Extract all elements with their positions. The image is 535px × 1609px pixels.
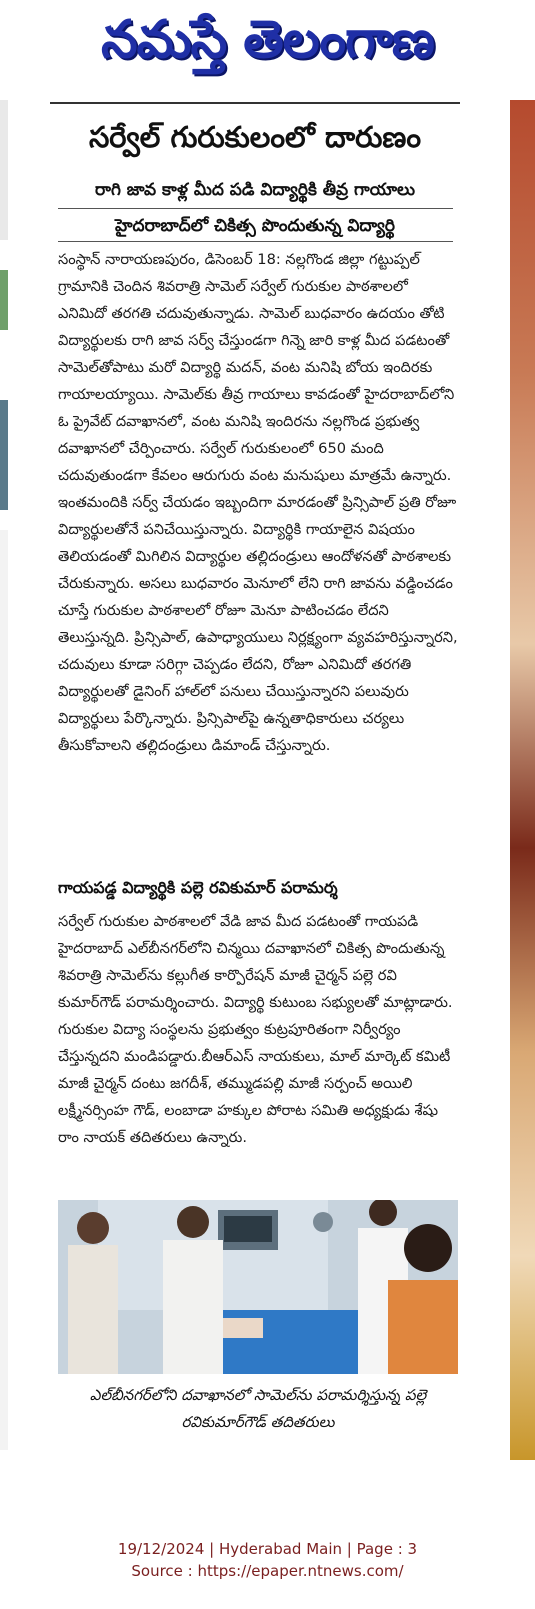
- article-headline: సర్వేల్ గురుకులంలో దారుణం: [88, 120, 422, 154]
- paragraph-1: సంస్థాన్ నారాయణపురం, డిసెంబర్ 18: నల్లగొండ జిల్లా గట్టుప్పల్ గ్రామానికి చెందిన శివరాత్రి సామెల్ సర్వేల్ గురుకుల పాఠశాలలో ఎనిమిదో తరగతి చదువుతున్నాడు. సామెల్ బుధవారం ఉదయం తోటి విద్యార్థులకు రాగి జావ సర్వ్ చేస్తుండగా గిన్నె జారి కాళ్ల మీద పడటంతో సామెల్‌తోపాటు మరో విద్యార్థి మదన్, వంట మనిషి బోయ ఇందిరకు గాయాలయ్యాయి. సామెల్‌కు తీవ్ర గాయాలు కావడంతో హైదరాబాద్‌లోని ఓ ప్రైవేట్ దవాఖానలో, వంట మనిషి ఇందిరను నల్లగొండ ప్రభుత్వ దవాఖానలో చేర్పించారు. సర్వేల్ గురుకులంలో 650 మంది చదువుతుండగా కేవలం ఆరుగురు వంట మనుషులు మాత్రమే ఉన్నారు. ఇంతమందికి సర్వ్ చేయడం ఇబ్బందిగా మారడంతో ప్రిన్సిపాల్ ప్రతి రోజూ విద్యార్థులతోనే పనిచేయిస్తున్నారు. విద్యార్థికి గాయాలైన విషయం తెలియడంతో మిగిలిన విద్యార్థుల తల్లిదండ్రులు ఆందోళనతో పాఠశాలకు చేరుకున్నారు. అసలు బుధవారం మెనూలో లేని రాగి జావను వడ్డించడం చూస్తే గురుకుల పాఠశాలలో రోజూ మెనూ పాటించడం లేదని తెలుస్తున్నది. ప్రిన్సిపాల్, ఉపాధ్యాయులు నిర్లక్ష్యంగా వ్యవహరిస్తున్నారని, చదువులు కూడా సరిగ్గా చెప్పడం లేదని, రోజూ ఎనిమిదో తరగతి విద్యార్థులతో డైనింగ్ హాల్‌లో పనులు చేయిస్తున్నారని పలువురు విద్యార్థులు పేర్కొన్నారు. ప్రిన్సిపాల్‌పై ఉన్నతాధికారులు చర్యలు తీసుకోవాలని తల్లిదండ్రులు డిమాండ్ చేస్తున్నారు.: [58, 251, 458, 754]
- footer-source: Source : https://epaper.ntnews.com/: [131, 1562, 404, 1580]
- article-body-1: [58, 246, 458, 866]
- top-rule: [50, 102, 460, 104]
- hospital-visit-photo: [58, 1200, 458, 1374]
- article-subhead-2: హైదరాబాద్‌లో చికిత్స పొందుతున్న విద్యార్థి: [115, 216, 395, 236]
- footer-date-edition: 19/12/2024 | Hyderabad Main | Page : 3: [117, 1540, 418, 1558]
- section-2-heading: గాయపడ్డ విద్యార్థికి పల్లె రవికుమార్ పరామర్శ: [58, 878, 338, 897]
- paragraph-2: సర్వేల్ గురుకుల పాఠశాలలో వేడి జావ మీద పడటంతో గాయపడి హైదరాబాద్ ఎల్‌బీనగర్‌లోని చిన్మయి దవాఖానలో చికిత్స పొందుతున్న శివరాత్రి సామెల్‌ను కల్లుగీత కార్పొరేషన్ మాజీ చైర్మన్ పల్లె రవి కుమార్‌గౌడ్ పరామర్శించారు. విద్యార్థి కుటుంబ సభ్యులతో మాట్లాడారు. గురుకుల విద్యా సంస్థలను ప్రభుత్వం కుట్రపూరితంగా నిర్వీర్యం చేస్తున్నదని మండిపడ్డారు.బీఆర్‌ఎస్ నాయకులు, మాల్ మార్కెట్ కమిటీ మాజీ చైర్మన్ దంటు జగదీశ్, తమ్ముడపల్లి మాజీ సర్పంచ్ అయిలి లక్ష్మీనర్సింహ గౌడ్, లంబాడా హక్కుల పోరాట సమితి అధ్యక్షుడు శేషు రాం నాయక్ తదితరులు ఉన్నారు.: [58, 913, 453, 1146]
- photo-caption: ఎల్‌బీనగర్‌లోని దవాఖానలో సామెల్‌ను పరామర్శిస్తున్న పల్లె రవికుమార్‌గౌడ్ తదితరులు: [89, 1386, 427, 1431]
- photo-illustration: [58, 1200, 458, 1374]
- adjacent-article-edge-right: [510, 100, 535, 1460]
- masthead: [0, 0, 535, 85]
- subhead-rule-2: [58, 241, 453, 242]
- article-subhead: రాగి జావ కాళ్ల మీద పడి విద్యార్థికి తీవ్ర గాయాలు: [95, 180, 415, 200]
- article-body-2: [58, 908, 458, 1192]
- adjacent-article-edge-left: [0, 100, 8, 1460]
- subhead-rule: [58, 208, 453, 209]
- page-footer: [0, 1538, 535, 1582]
- newspaper-title: నమస్తే తెలంగాణ: [101, 10, 434, 70]
